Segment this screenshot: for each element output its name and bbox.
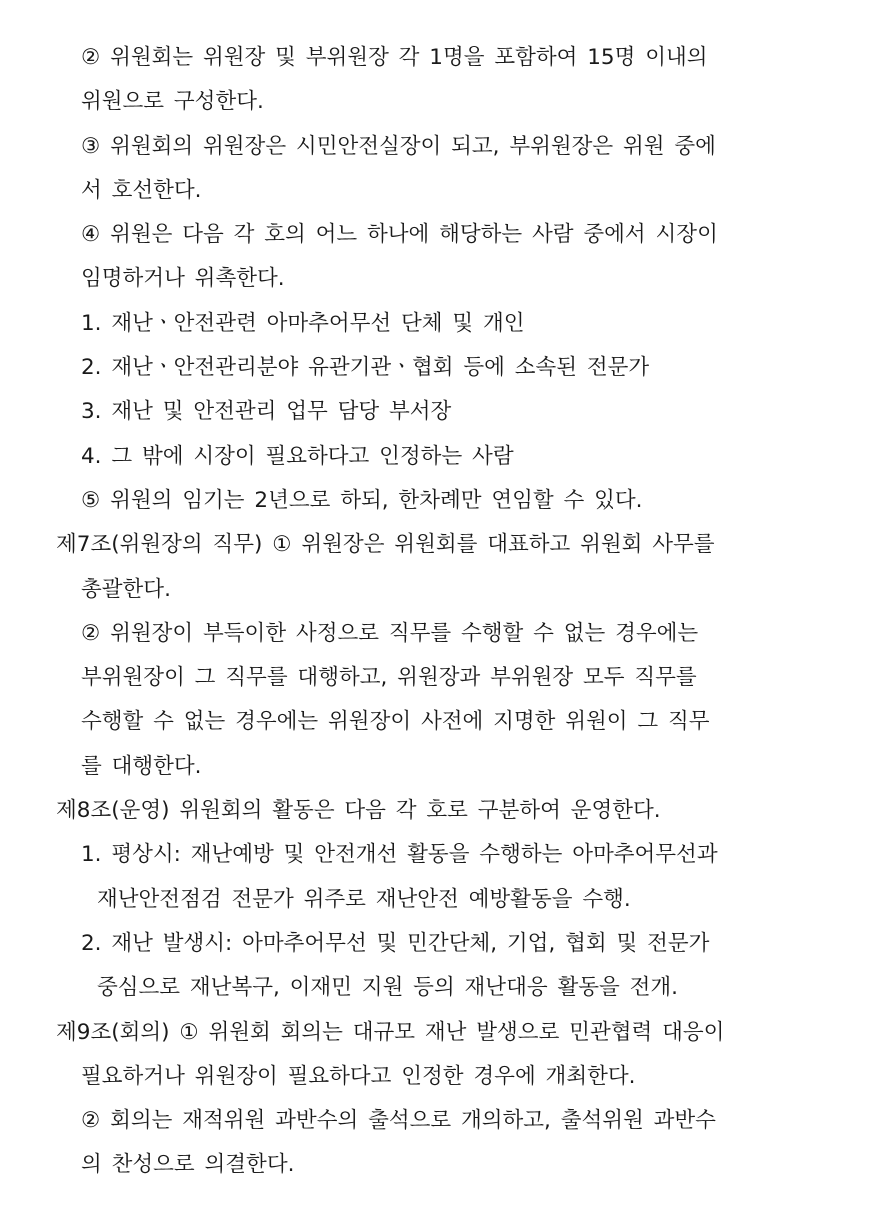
text-line: 수행할 수 없는 경우에는 위원장이 사전에 지명한 위원이 그 직무 [81,709,710,735]
text-line: 부위원장이 그 직무를 대행하고, 위원장과 부위원장 모두 직무를 [81,665,697,691]
text-line: ② 위원회는 위원장 및 부위원장 각 1명을 포함하여 15명 이내의 [81,45,708,70]
list-item-continuation: 재난안전점검 전문가 위주로 재난안전 예방활동을 수행. [97,886,631,912]
text-line: 를 대행한다. [81,753,202,779]
text-line: 임명하거나 위촉한다. [81,266,285,292]
list-item-continuation: 중심으로 재난복구, 이재민 지원 등의 재난대응 활동을 전개. [97,975,678,1001]
text-line: ② 위원장이 부득이한 사정으로 직무를 수행할 수 없는 경우에는 [81,620,699,646]
list-item: 2. 재난 발생시: 아마추어무선 및 민간단체, 기업, 협회 및 전문가 [81,930,710,956]
text-line: 총괄한다. [81,576,171,602]
article-heading-line: 제7조(위원장의 직무) ① 위원장은 위원회를 대표하고 위원회 사무를 [56,532,715,558]
list-item: 1. 평상시: 재난예방 및 안전개선 활동을 수행하는 아마추어무선과 [81,842,718,868]
text-line: 의 찬성으로 의결한다. [81,1152,295,1178]
text-line: ④ 위원은 다음 각 호의 어느 하나에 해당하는 사람 중에서 시장이 [81,222,718,248]
list-item: 2. 재난ㆍ안전관리분야 유관기관ㆍ협회 등에 소속된 전문가 [81,355,650,381]
text-line: ⑤ 위원의 임기는 2년으로 하되, 한차례만 연임할 수 있다. [81,487,643,513]
text-line: ③ 위원회의 위원장은 시민안전실장이 되고, 부위원장은 위원 중에 [81,133,716,159]
text-line: 서 호선한다. [81,177,202,203]
text-line: ② 회의는 재적위원 과반수의 출석으로 개의하고, 출석위원 과반수 [81,1108,716,1134]
list-item: 4. 그 밖에 시장이 필요하다고 인정하는 사람 [81,443,514,469]
list-item: 3. 재난 및 안전관리 업무 담당 부서장 [81,399,452,425]
text-line: 위원으로 구성한다. [81,89,264,115]
article-heading-line: 제8조(운영) 위원회의 활동은 다음 각 호로 구분하여 운영한다. [56,798,661,824]
list-item: 1. 재난ㆍ안전관련 아마추어무선 단체 및 개인 [81,310,525,336]
text-line: 필요하거나 위원장이 필요하다고 인정한 경우에 개최한다. [81,1063,636,1089]
article-heading-line: 제9조(회의) ① 위원회 회의는 대규모 재난 발생으로 민관협력 대응이 [56,1019,725,1045]
